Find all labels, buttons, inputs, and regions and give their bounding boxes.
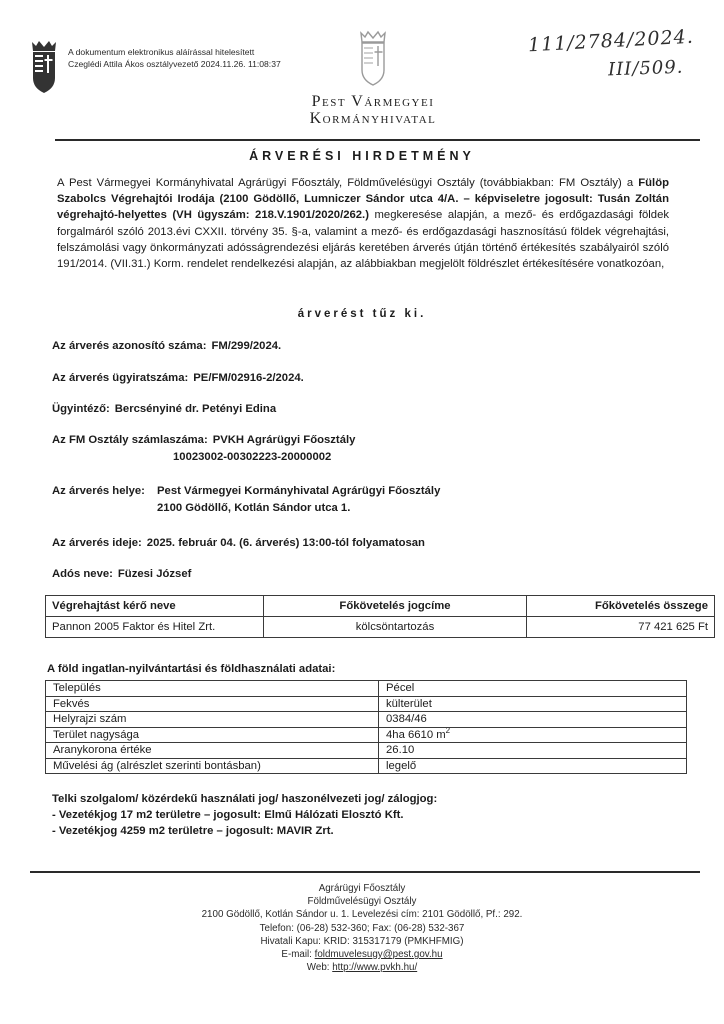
time-value: 2025. február 04. (6. árverés) 13:00-tól folyamatosan — [146, 537, 425, 549]
footer-address: 2100 Gödöllő, Kotlán Sándor u. 1. Levelezési cím: 2101 Gödöllő, Pf.: 292. — [201, 909, 523, 921]
handwritten-page-number: III/509. — [607, 56, 684, 81]
stamp-line-1: A dokumentum elektronikus aláírással hitelesített — [68, 47, 255, 57]
footer-phone-fax: Telefon: (06-28) 532-360; Fax: (06-28) 532-367 — [259, 922, 465, 934]
signature-stamp — [26, 38, 281, 101]
table-row — [46, 681, 687, 697]
intro-bold-bailiff: Fülöp Szabolcs Végrehajtói Irodája (2100 Gödöllő, Lumniczer Sándor utca 4/A. – képviseletre jogosult: Tusán Zoltán végrehajtó-helyettes (VH ügyszám: 218.V.1901/2020/262.) — [57, 177, 669, 222]
clerk-value: Bercsényiné dr. Petényi Edina — [114, 403, 277, 415]
easements-block — [52, 791, 437, 840]
claims-cell-creditor: Pannon 2005 Faktor és Hitel Zrt. — [46, 617, 264, 638]
table-row — [46, 617, 715, 638]
case-number-line — [52, 372, 304, 384]
table-row — [46, 727, 687, 743]
table-row — [46, 696, 687, 712]
claims-cell-legal-title: kölcsöntartozás — [264, 617, 527, 638]
table-row — [46, 758, 687, 774]
easements-title: Telki szolgalom/ közérdekű használati jog/ haszonélvezeti jog/ zálogjog: — [52, 793, 438, 805]
land-label-goldcrown: Aranykorona értéke — [46, 743, 379, 759]
land-value-cultivation: legelő — [379, 758, 687, 774]
intro-paragraph — [57, 175, 669, 272]
account-value-line1: PVKH Agrárügyi Főosztály — [212, 434, 356, 446]
debtor-value: Füzesi József — [117, 568, 192, 580]
header-divider — [55, 139, 700, 141]
case-number-value: PE/FM/02916-2/2024. — [193, 372, 304, 384]
claims-table-header-row — [46, 596, 715, 617]
clerk-label: Ügyintéző: — [52, 403, 110, 415]
claims-cell-amount: 77 421 625 Ft — [527, 617, 715, 638]
footer-email-line — [0, 948, 724, 961]
auction-id-value: FM/299/2024. — [211, 340, 282, 352]
land-label-cultivation: Művelési ág (alrészlet szerinti bontásban) — [46, 758, 379, 774]
table-row — [46, 743, 687, 759]
claims-table — [45, 595, 715, 638]
footer-divider — [30, 871, 700, 873]
land-label-settlement: Település — [46, 681, 379, 697]
place-label: Az árverés helye: — [52, 485, 145, 497]
place-value-line2: 2100 Gödöllő, Kotlán Sándor utca 1. — [157, 502, 351, 514]
office-identity — [288, 28, 458, 127]
footer-web-line — [0, 961, 724, 974]
account-line — [52, 434, 355, 446]
land-value-settlement: Pécel — [379, 681, 687, 697]
footer-department-line2: Földművelésügyi Osztály — [307, 896, 417, 908]
footer-krid: Hivatali Kapu: KRID: 315317179 (PMKHFMIG) — [260, 935, 464, 947]
time-label: Az árverés ideje: — [52, 537, 142, 549]
case-number-label: Az árverés ügyiratszáma: — [52, 372, 189, 384]
claims-header-legal-title: Főkövetelés jogcíme — [264, 596, 527, 617]
table-row — [46, 712, 687, 728]
account-value-line2: 10023002-00302223-20000002 — [173, 451, 332, 463]
debtor-label: Adós neve: — [52, 568, 113, 580]
place-value-line1: Pest Vármegyei Kormányhivatal Agrárügyi Főosztály — [157, 485, 441, 497]
land-area-number: 4ha 6610 m — [386, 728, 446, 741]
intro-text-2: megkeresése alapján, a mező- és erdőgazdasági földek forgalmáról szóló 2013.évi CXXII. törvény 35. §-a, valamint a mező- és erdőgazdasági hasznosítású földek végrehajtási, felszámolási vagy önkormányzati adósságrendezési eljárás keretében árverés útján történő értékesítés szabályairól szóló 191/2014. (VII.31.) Korm. rendelet rendelkezési alapján, az alábbiakban megjelölt földrészlet értékesítésére vonatkozóan, — [57, 209, 669, 271]
handwritten-filing-number: 111/2784/2024. — [527, 25, 695, 57]
footer-department-line1: Agrárügyi Főosztály — [318, 883, 406, 894]
land-value-goldcrown: 26.10 — [379, 743, 687, 759]
land-label-parcel: Helyrajzi szám — [46, 712, 379, 728]
org-name-line-2: Kormányhivatal — [309, 110, 437, 127]
stamp-line-2: Czeglédi Attila Ákos osztályvezető 2024.11.26. 11:08:37 — [68, 58, 281, 69]
footer-web-label: Web: — [306, 962, 330, 974]
intro-text-1: A Pest Vármegyei Kormányhivatal Agrárügyi Főosztály, Földművelésügyi Osztály (továbbiakban: FM Osztály) a — [57, 177, 639, 189]
hungarian-coat-of-arms-stamp-icon — [26, 38, 62, 101]
footer-email-link: foldmuvelesugy@pest.gov.hu — [314, 949, 443, 961]
land-value-parcel: 0384/46 — [379, 712, 687, 728]
easement-item-1: - Vezetékjog 17 m2 területre – jogosult: Elmű Hálózati Elosztó Kft. — [52, 809, 404, 822]
claims-header-creditor: Végrehajtást kérő neve — [46, 596, 264, 617]
land-data-table — [45, 680, 687, 774]
debtor-line — [52, 568, 191, 580]
footer-web-link: http://www.pvkh.hu/ — [332, 962, 418, 974]
land-value-location: külterület — [379, 696, 687, 712]
time-line — [52, 537, 425, 549]
clerk-line — [52, 403, 276, 415]
auction-id-label: Az árverés azonosító száma: — [52, 340, 207, 352]
land-area-superscript: 2 — [445, 727, 451, 735]
land-label-area: Terület nagysága — [46, 727, 379, 743]
page-title: ÁRVERÉSI HIRDETMÉNY — [249, 149, 475, 163]
footer-contact-block — [0, 882, 724, 974]
land-section-title: A föld ingatlan-nyilvántartási és földhasználati adatai: — [47, 663, 336, 675]
org-name-line-1: Pest Vármegyei — [311, 93, 435, 110]
land-label-location: Fekvés — [46, 696, 379, 712]
land-value-area — [379, 727, 687, 743]
account-label: Az FM Osztály számlaszáma: — [52, 434, 208, 446]
easement-item-2: - Vezetékjog 4259 m2 területre – jogosult: MAVIR Zrt. — [52, 825, 334, 838]
auction-id-line — [52, 340, 281, 352]
auction-declaration: árverést tűz ki. — [297, 308, 427, 320]
hungarian-coat-of-arms-logo-icon — [288, 28, 458, 90]
signature-stamp-text — [68, 38, 281, 70]
claims-header-amount: Főkövetelés összege — [527, 596, 715, 617]
footer-email-label: E-mail: — [281, 949, 312, 961]
